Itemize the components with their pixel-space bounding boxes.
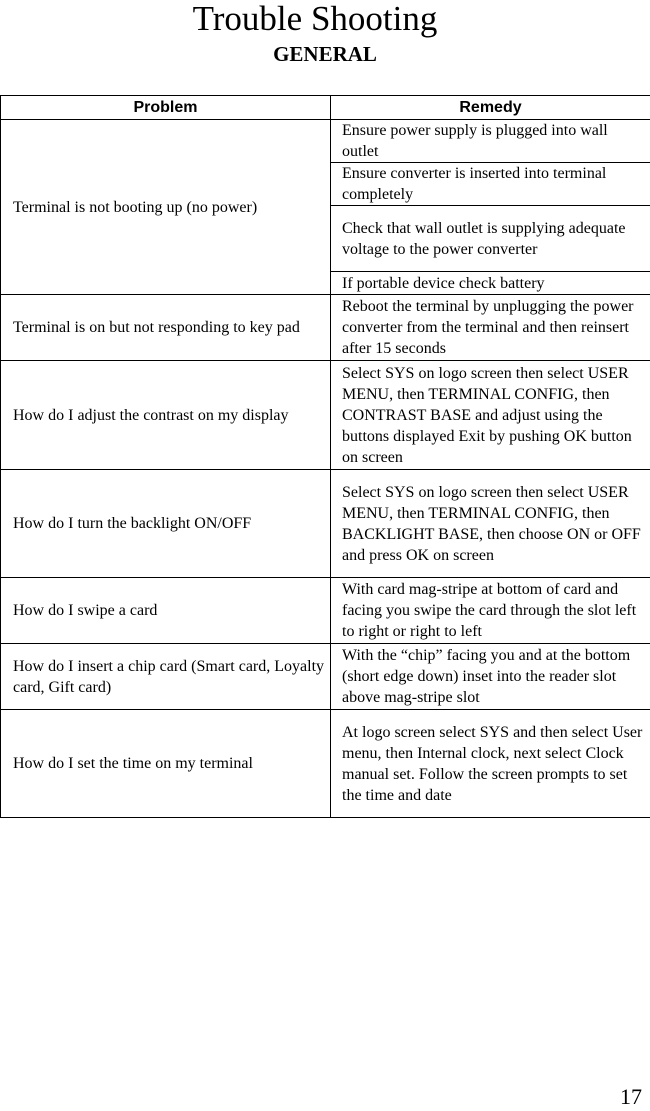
table-row — [1, 295, 650, 361]
table-header-row — [1, 96, 650, 120]
remedy-cell: At logo screen select SYS and then select User menu, then Internal clock, next select Clock manual set. Follow the screen prompts to set the time and date — [331, 710, 650, 818]
remedy-cell: Reboot the terminal by unplugging the power converter from the terminal and then reinsert after 15 seconds — [331, 295, 650, 361]
problem-cell: How do I turn the backlight ON/OFF — [1, 470, 331, 578]
remedy-cell: Check that wall outlet is supplying adequate voltage to the power converter — [331, 206, 650, 272]
problem-cell: How do I adjust the contrast on my display — [1, 361, 331, 470]
header-remedy: Remedy — [331, 96, 650, 120]
problem-cell: How do I set the time on my terminal — [1, 710, 331, 818]
remedy-cell: Ensure power supply is plugged into wall outlet — [331, 120, 650, 163]
problem-cell: How do I insert a chip card (Smart card, Loyalty card, Gift card) — [1, 644, 331, 710]
table-row — [1, 361, 650, 470]
problem-cell: Terminal is on but not responding to key pad — [1, 295, 331, 361]
table-row — [1, 120, 650, 163]
header-problem: Problem — [1, 96, 331, 120]
table-row — [1, 710, 650, 818]
remedy-cell: Select SYS on logo screen then select USER MENU, then TERMINAL CONFIG, then BACKLIGHT BASE, then choose ON or OFF and press OK on screen — [331, 470, 650, 578]
page-number: 17 — [620, 1084, 642, 1109]
remedy-cell: Ensure converter is inserted into terminal completely — [331, 163, 650, 206]
remedy-cell: If portable device check battery — [331, 272, 650, 295]
problem-cell: Terminal is not booting up (no power) — [1, 120, 331, 295]
remedy-cell: With card mag-stripe at bottom of card and facing you swipe the card through the slot left to right or right to left — [331, 578, 650, 644]
table-row — [1, 470, 650, 578]
problem-cell: How do I swipe a card — [1, 578, 331, 644]
troubleshooting-table — [0, 95, 650, 818]
remedy-cell: Select SYS on logo screen then select USER MENU, then TERMINAL CONFIG, then CONTRAST BASE and adjust using the buttons displayed Exit by pushing OK button on screen — [331, 361, 650, 470]
page-title: Trouble Shooting — [192, 0, 438, 38]
section-subtitle: GENERAL — [273, 42, 377, 66]
remedy-cell: With the “chip” facing you and at the bottom (short edge down) inset into the reader slot above mag-stripe slot — [331, 644, 650, 710]
table-row — [1, 644, 650, 710]
table-row — [1, 578, 650, 644]
